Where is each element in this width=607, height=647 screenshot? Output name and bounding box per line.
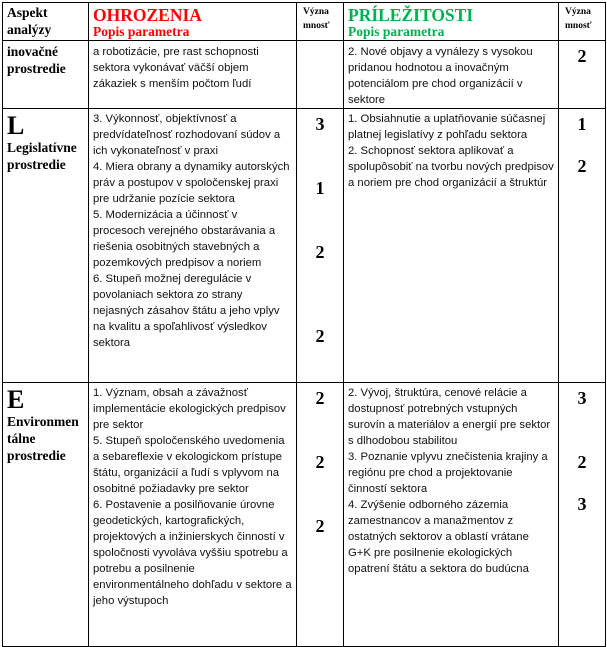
table-row-legislative [3,109,606,383]
threat-score: 2 [315,452,325,472]
opportunity-score: 2 [577,452,587,472]
aspect-name-line1: Legislatívne [7,140,77,155]
opportunity-scores-cell [559,383,606,647]
threat-score: 2 [315,516,325,536]
opportunities-description-cell [344,109,559,383]
threats-subtitle: Popis parametra [93,24,190,39]
aspect-name-line1: inovačné [7,44,59,59]
opportunity-item: 2. Nové objavy a vynálezy s vysokou pridanou hodnotou a inovačným potenciálom pre chod organizácií v sektore [348,46,533,106]
threats-title: OHROZENIA [93,5,202,25]
threat-item: 5. Stupeň spoločenského uvedomenia a sebareflexie v ekologickom prístupe štátu, organizácií a ľudí s vplyvom na osobitné požiadavky pre sektor [93,435,285,495]
opportunities-description-cell [344,383,559,647]
threat-score: 1 [315,178,325,198]
opportunity-score: 1 [577,114,587,134]
opportunity-score: 3 [577,494,587,514]
header-threat-significance-cell [297,3,344,41]
threat-scores-cell [297,109,344,383]
threat-significance-line2: mnosť [303,21,330,31]
threat-item: 4. Miera obrany a dynamiky autorských práv a postupov v spoločenskej praxi pre udržanie pozície sektora [93,161,290,205]
aspect-cell [3,41,89,109]
threats-description-cell [89,41,297,109]
opportunity-item: 4. Zvýšenie odborného zázemia zamestnancov a manažmentov z ostatných sektorov a oblastí vrátane G+K pre posilnenie ekologických opatrení štátu a sektora do budúcna [348,499,529,575]
threat-item: 1. Význam, obsah a závažnosť implementácie ekologických predpisov pre sektor [93,387,286,431]
threat-item: 3. Výkonnosť, objektívnosť a predvídateľnosť rozhodovaní súdov a ich vykonateľnosť v praxi [93,113,281,157]
aspect-name-line3: prostredie [7,448,66,463]
threat-score: 2 [315,388,325,408]
header-row [3,3,606,41]
aspect-name-line2: tálne [7,431,36,446]
opportunity-item: 3. Poznanie vplyvu znečistenia krajiny a regiónu pre chod a projektovanie činností sektora [348,451,548,495]
opportunity-score: 2 [577,156,587,176]
table-row-environmental [3,383,606,647]
header-aspect-line1: Aspekt [7,5,48,20]
threat-item: 6. Stupeň možnej deregulácie v povolaniach sektora zo strany nejasných zásahov štátu a jeho vplyv na kvalitu a spoľahlivosť výsledkov sektora [93,273,280,349]
opportunity-scores-cell [559,41,606,109]
threat-score: 2 [315,326,325,346]
threat-score: 2 [315,242,325,262]
threat-item: 6. Postavenie a posilňovanie úrovne geodetických, kartografických, projektových a inžinierskych činností v spoločnosti vyvoláva vyššiu spotrebu a potrebu a posilnenie environmentálneho dohľadu v sektore a jeho výstupoch [93,499,292,607]
aspect-name-line2: prostredie [7,61,66,76]
opportunity-scores-cell [559,109,606,383]
aspect-letter: L [7,111,25,140]
opportunities-subtitle: Popis parametra [348,24,445,39]
header-aspect-line2: analýzy [7,22,52,37]
table-row-innovation [3,41,606,109]
opportunity-item: 2. Vývoj, štruktúra, cenové relácie a dostupnosť potrebných vstupných surovín a materiálov a energií pre sektor s dlhodobou stabilitou [348,387,551,447]
threat-score: 3 [315,114,325,134]
opportunity-significance-line2: mnosť [565,21,592,31]
opportunity-score: 3 [577,388,587,408]
header-aspect-cell [3,3,89,41]
threat-item: a robotizácie, pre rast schopnosti sektora vykonávať väčší objem zákaziek s menším počtom ľudí [93,46,259,90]
header-opportunities-cell [344,3,559,41]
opportunity-significance-line1: Význa [565,7,591,17]
header-opportunity-significance-cell [559,3,606,41]
opportunity-item: 2. Schopnosť sektora aplikovať a spolupôsobiť na tvorbu nových predpisov a noriem pre chod organizácií a štruktúr [348,145,554,189]
opportunity-score: 2 [577,46,587,66]
aspect-cell [3,383,89,647]
threat-significance-line1: Význa [303,7,329,17]
threat-item: 5. Modernizácia a účinnosť v procesoch verejného obstarávania a riešenia osobitných stavebných a pozemkových predpisov a noriem [93,209,276,269]
threats-description-cell [89,109,297,383]
aspect-name-line1: Environmen [7,414,79,429]
pest-analysis-table [2,2,606,647]
threat-scores-cell [297,41,344,109]
threats-description-cell [89,383,297,647]
aspect-cell [3,109,89,383]
aspect-name-line2: prostredie [7,157,66,172]
header-threats-cell [89,3,297,41]
opportunity-item: 1. Obsiahnutie a uplatňovanie súčasnej platnej legislatívy z pohľadu sektora [348,113,546,141]
threat-scores-cell [297,383,344,647]
opportunities-title: PRÍLEŽITOSTI [348,5,474,25]
opportunities-description-cell [344,41,559,109]
aspect-letter: E [7,385,25,414]
